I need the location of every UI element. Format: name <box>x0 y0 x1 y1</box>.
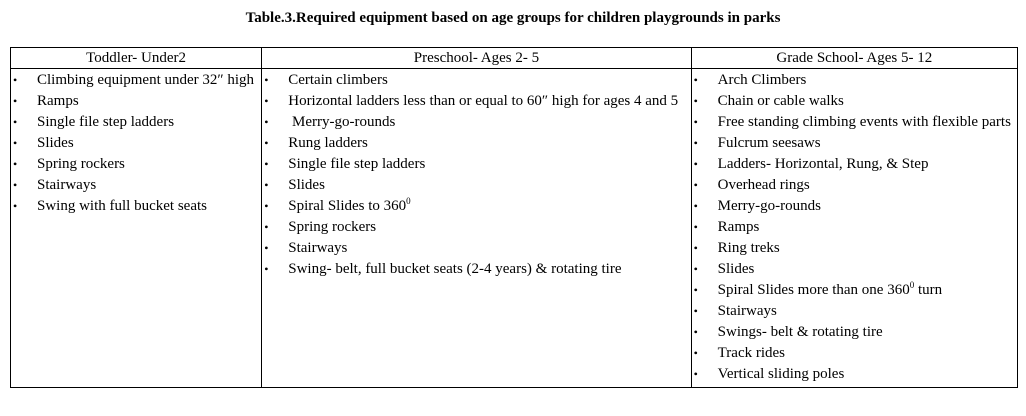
bullet-icon: • <box>693 220 698 234</box>
bullet-icon: • <box>13 157 18 171</box>
item-text: Vertical sliding poles <box>717 366 845 382</box>
column-header-preschool: Preschool- Ages 2- 5 <box>262 48 691 69</box>
item-text: Track rides <box>717 345 786 361</box>
list-item <box>694 280 1015 301</box>
item-text: Overhead rings <box>717 177 810 193</box>
item-text: Arch Climbers <box>717 72 807 88</box>
item-text: Fulcrum seesaws <box>717 135 821 151</box>
bullet-icon: • <box>693 178 698 192</box>
list-item <box>13 91 259 112</box>
bullet-icon: • <box>13 178 18 192</box>
list-item <box>264 70 688 91</box>
bullet-icon: • <box>693 346 698 360</box>
item-text: Certain climbers <box>288 72 388 88</box>
list-item <box>264 196 688 217</box>
bullet-icon: • <box>264 115 269 129</box>
item-text: Spring rockers <box>37 156 125 172</box>
bullet-icon: • <box>13 136 18 150</box>
bullet-icon: • <box>13 199 18 213</box>
preschool-cell <box>262 69 691 388</box>
equipment-table <box>10 47 1018 388</box>
table-caption: Table.3.Required equipment based on age groups for children playgrounds in parks <box>245 10 781 26</box>
item-text: Merry-go-rounds <box>288 114 396 130</box>
list-item <box>694 112 1015 133</box>
bullet-icon: • <box>693 115 698 129</box>
item-text: Slides <box>717 261 755 277</box>
bullet-icon: • <box>13 94 18 108</box>
item-text: Swing with full bucket seats <box>37 198 207 214</box>
bullet-icon: • <box>693 157 698 171</box>
item-text: Ramps <box>717 219 760 235</box>
bullet-icon: • <box>693 136 698 150</box>
list-item <box>694 343 1015 364</box>
bullet-icon: • <box>693 283 698 297</box>
list-item <box>264 154 688 175</box>
list-item <box>13 154 259 175</box>
item-text: Climbing equipment under 32″ high <box>37 72 255 88</box>
item-text: Slides <box>37 135 74 151</box>
bullet-icon: • <box>693 367 698 381</box>
bullet-icon: • <box>693 262 698 276</box>
item-text: Stairways <box>717 303 777 319</box>
list-item <box>694 196 1015 217</box>
bullet-icon: • <box>13 115 18 129</box>
bullet-icon: • <box>264 220 269 234</box>
degree-superscript: 0 <box>909 280 915 290</box>
grade-school-list <box>694 70 1015 385</box>
item-text: Ramps <box>37 93 79 109</box>
column-header-grade-school: Grade School- Ages 5- 12 <box>691 48 1017 69</box>
list-item <box>264 175 688 196</box>
bullet-icon: • <box>264 178 269 192</box>
list-item <box>13 133 259 154</box>
list-item <box>694 217 1015 238</box>
list-item <box>694 91 1015 112</box>
bullet-icon: • <box>264 241 269 255</box>
item-text: Spiral Slides to 360 <box>288 198 407 214</box>
bullet-icon: • <box>693 241 698 255</box>
item-text: Spiral Slides more than one 360 <box>717 282 910 298</box>
list-item <box>13 196 259 217</box>
list-item <box>13 70 259 91</box>
item-text: Slides <box>288 177 325 193</box>
body-row <box>11 69 1018 388</box>
bullet-icon: • <box>264 262 269 276</box>
column-header-toddler: Toddler- Under2 <box>11 48 262 69</box>
list-item <box>694 154 1015 175</box>
bullet-icon: • <box>264 73 269 87</box>
list-item <box>264 112 688 133</box>
list-item <box>694 259 1015 280</box>
item-text: Free standing climbing events with flexible parts <box>717 114 1011 130</box>
list-item <box>264 133 688 154</box>
list-item <box>13 112 259 133</box>
bullet-icon: • <box>693 73 698 87</box>
list-item <box>694 133 1015 154</box>
list-item <box>694 322 1015 343</box>
item-text: Single file step ladders <box>288 156 426 172</box>
degree-superscript: 0 <box>406 196 411 206</box>
grade-school-cell <box>691 69 1017 388</box>
item-text: Ladders- Horizontal, Rung, & Step <box>717 156 929 172</box>
list-item <box>13 175 259 196</box>
bullet-icon: • <box>693 304 698 318</box>
preschool-list <box>264 70 688 280</box>
item-text: Stairways <box>288 240 348 256</box>
bullet-icon: • <box>264 157 269 171</box>
bullet-icon: • <box>693 325 698 339</box>
list-item <box>264 238 688 259</box>
item-text: Horizontal ladders less than or equal to 60″ high for ages 4 and 5 <box>288 93 679 109</box>
bullet-icon: • <box>264 136 269 150</box>
bullet-icon: • <box>264 199 269 213</box>
item-text: Single file step ladders <box>37 114 175 130</box>
item-text: Swing- belt, full bucket seats (2-4 years) & rotating tire <box>288 261 622 277</box>
list-item <box>694 238 1015 259</box>
item-text: Swings- belt & rotating tire <box>717 324 883 340</box>
list-item <box>264 91 688 112</box>
list-item <box>264 217 688 238</box>
list-item <box>694 364 1015 385</box>
list-item <box>694 175 1015 196</box>
item-text: Ring treks <box>717 240 780 256</box>
bullet-icon: • <box>264 94 269 108</box>
bullet-icon: • <box>693 94 698 108</box>
header-row <box>11 48 1018 69</box>
toddler-list <box>13 70 259 217</box>
item-text-suffix: turn <box>914 282 943 298</box>
list-item <box>694 70 1015 91</box>
item-text: Merry-go-rounds <box>717 198 821 214</box>
bullet-icon: • <box>693 199 698 213</box>
list-item <box>264 259 688 280</box>
toddler-cell <box>11 69 262 388</box>
list-item <box>694 301 1015 322</box>
item-text: Chain or cable walks <box>717 93 844 109</box>
bullet-icon: • <box>13 73 18 87</box>
item-text: Spring rockers <box>288 219 377 235</box>
item-text: Stairways <box>37 177 97 193</box>
item-text: Rung ladders <box>288 135 368 151</box>
